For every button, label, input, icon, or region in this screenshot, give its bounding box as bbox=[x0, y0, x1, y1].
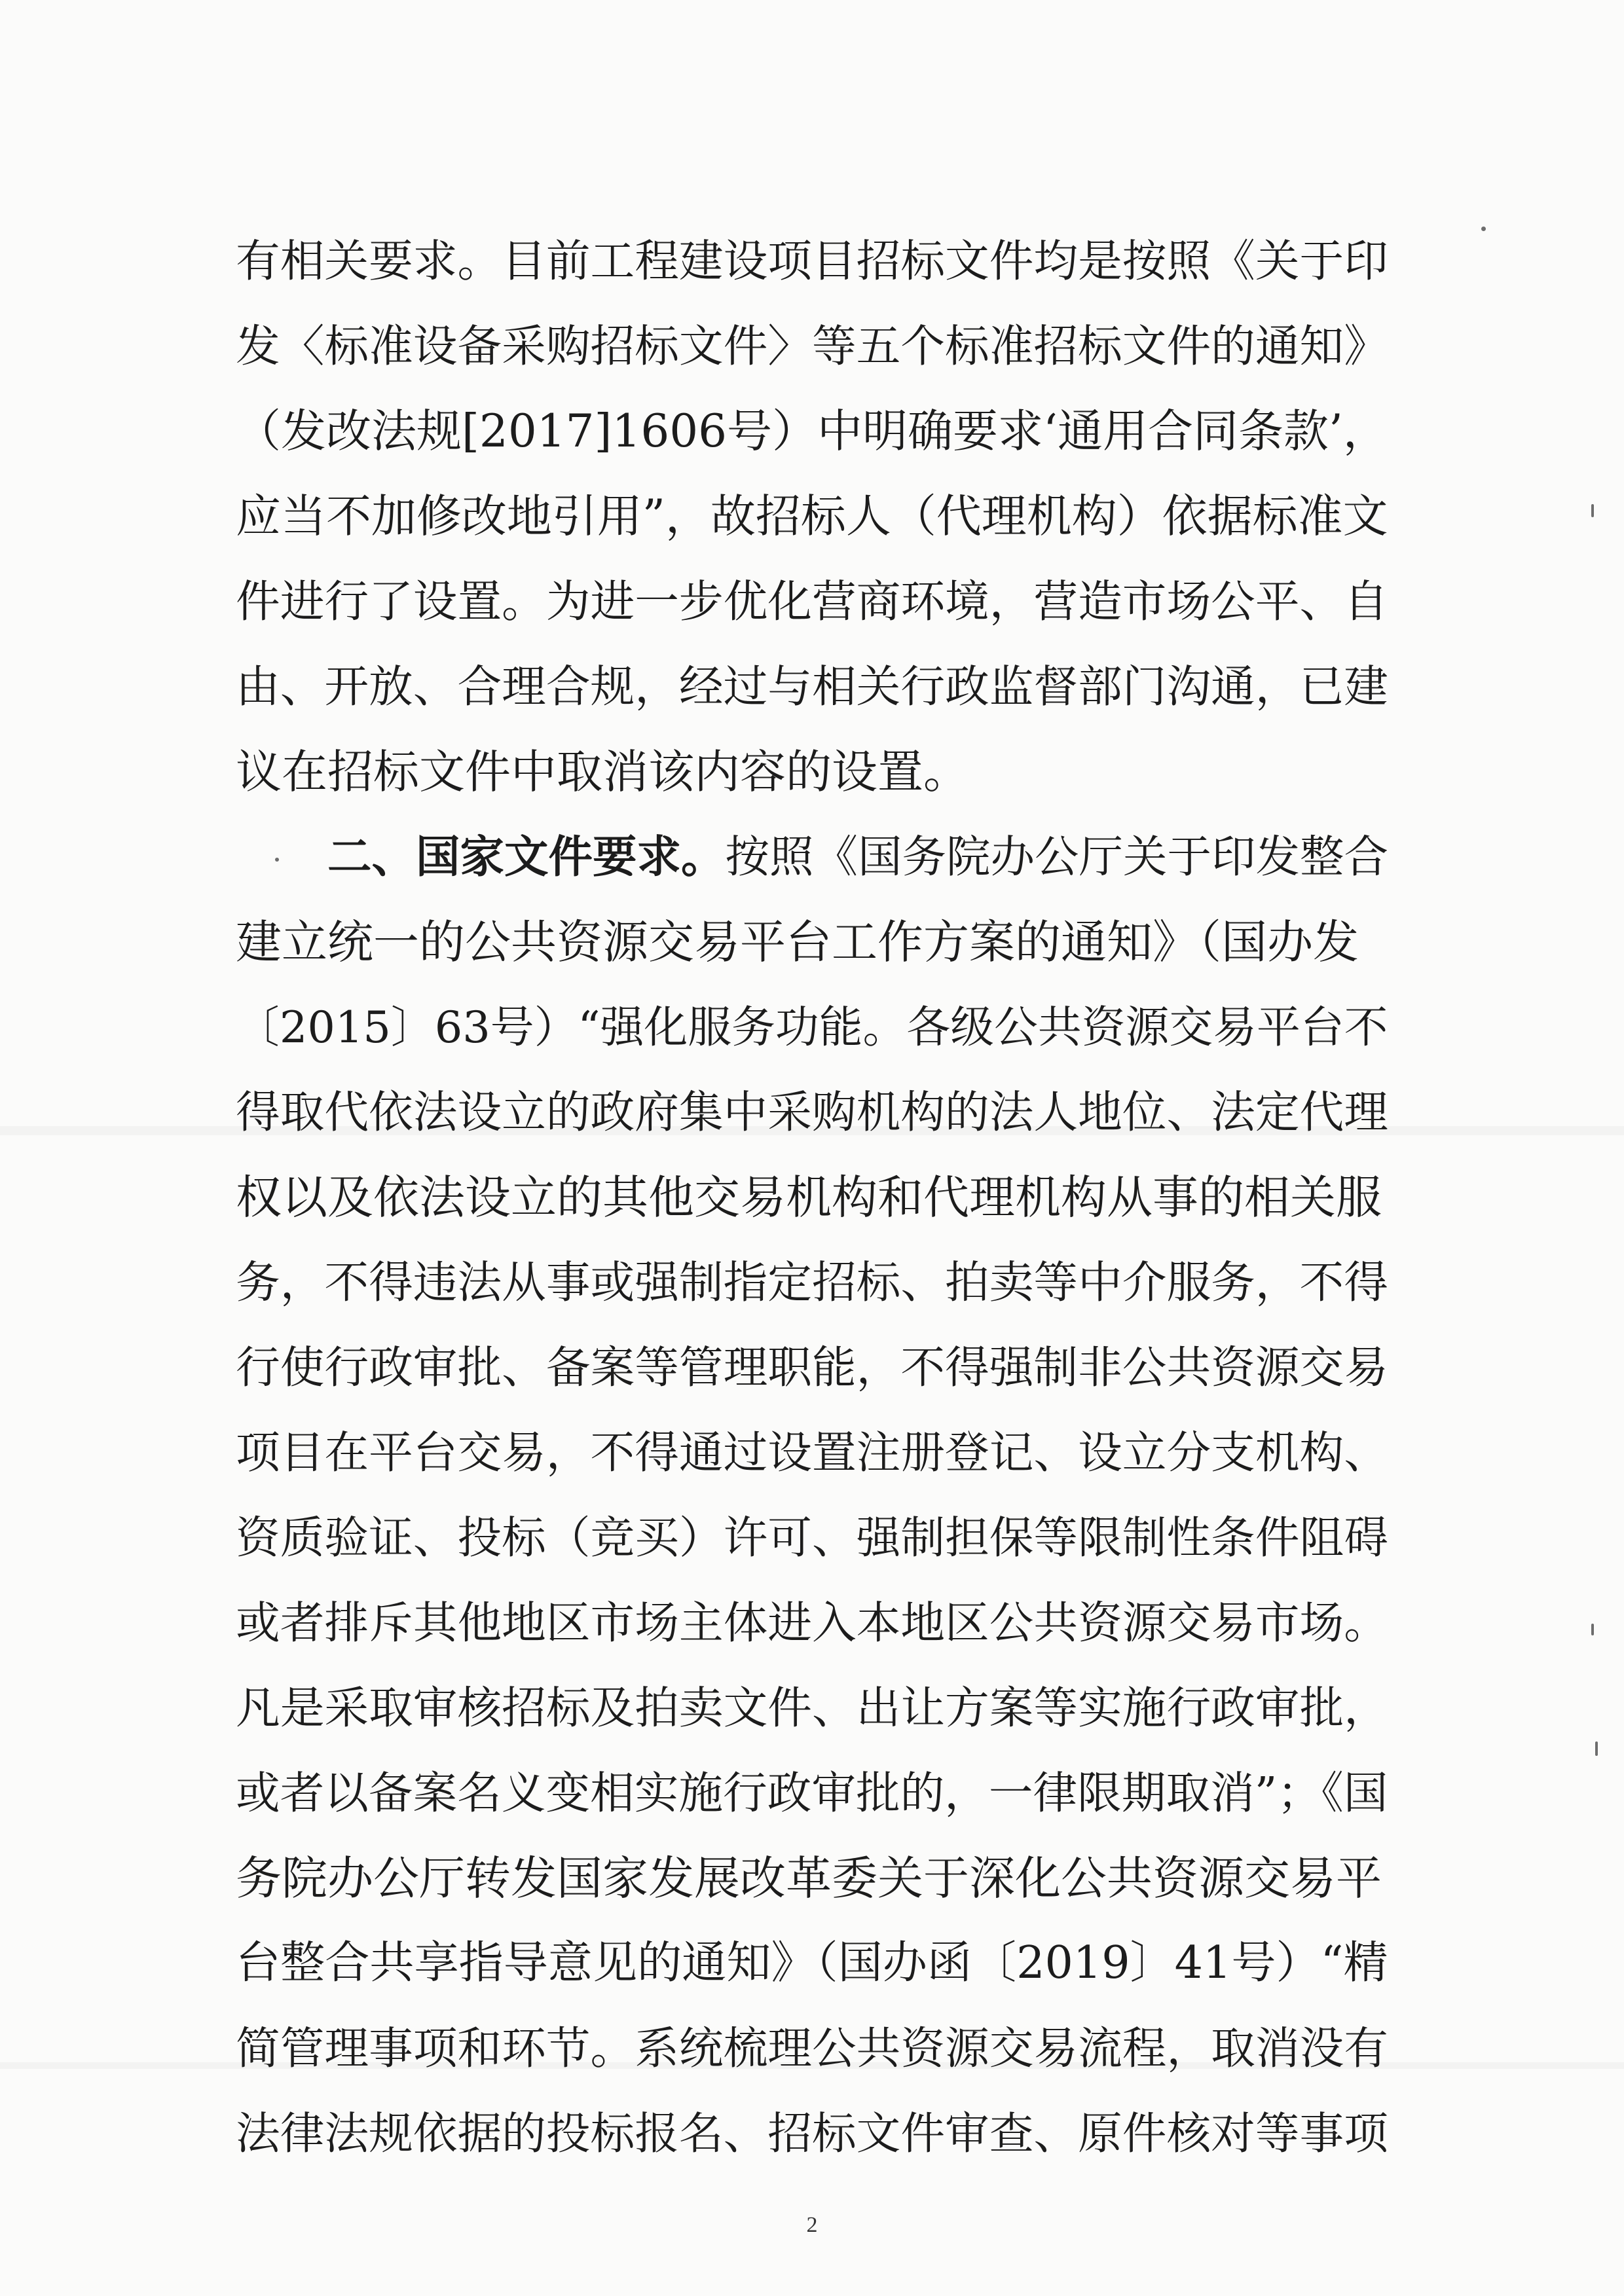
paragraph-line: 务，不得违法从事或强制指定招标、拍卖等中介服务，不得 bbox=[236, 1256, 1388, 1308]
paragraph-line: 台整合共享指导意见的通知》（国办函〔2019〕41号）“精 bbox=[236, 1937, 1388, 1989]
paragraph-line: 或者排斥其他地区市场主体进入本地区公共资源交易市场。 bbox=[236, 1597, 1388, 1649]
paragraph-line: 凡是采取审核招标及拍卖文件、出让方案等实施行政审批， bbox=[236, 1682, 1388, 1734]
paragraph-line: 权以及依法设立的其他交易机构和代理机构从事的相关服 bbox=[236, 1171, 1382, 1224]
paragraph-line: 〔2015〕63号）“强化服务功能。各级公共资源交易平台不 bbox=[236, 1002, 1388, 1053]
paragraph-line: 有相关要求。目前工程建设项目招标文件均是按照《关于印 bbox=[236, 235, 1388, 287]
paragraph-line: 议在招标文件中取消该内容的设置。 bbox=[236, 745, 969, 799]
paragraph-line: 或者以备案名义变相实施行政审批的，一律限期取消”；《国 bbox=[236, 1767, 1388, 1819]
paragraph-line: 简管理事项和环节。系统梳理公共资源交易流程，取消没有 bbox=[236, 2022, 1388, 2074]
paragraph-line: 法律法规依据的投标报名、招标文件审查、原件核对等事项 bbox=[236, 2107, 1388, 2159]
paragraph-line: 得取代依法设立的政府集中采购机构的法人地位、法定代理 bbox=[236, 1086, 1388, 1138]
section-2-first-line-text: 按照《国务院办公厅关于印发整合 bbox=[725, 831, 1389, 883]
paragraph-line: 建立统一的公共资源交易平台工作方案的通知》（国办发 bbox=[236, 915, 1359, 969]
paragraph-line: 发〈标准设备采购招标文件〉等五个标准招标文件的通知》 bbox=[236, 320, 1388, 372]
scan-speck bbox=[1481, 227, 1486, 231]
paragraph-line: 项目在平台交易，不得通过设置注册登记、设立分支机构、 bbox=[236, 1427, 1388, 1478]
page-number: 2 bbox=[806, 2213, 818, 2237]
paragraph-line: （发改法规[2017]1606号）中明确要求‘通用合同条款’， bbox=[236, 405, 1388, 458]
paragraph-line: 应当不加修改地引用”，故招标人（代理机构）依据标准文 bbox=[236, 490, 1388, 543]
section-2-heading: 二、国家文件要求。 bbox=[327, 831, 726, 883]
paragraph-line: 务院办公厅转发国家发展改革委关于深化公共资源交易平 bbox=[236, 1851, 1382, 1905]
scan-speck bbox=[1591, 1624, 1594, 1635]
scan-speck bbox=[275, 858, 279, 862]
paragraph-line: 件进行了设置。为进一步优化营商环境，营造市场公平、自 bbox=[236, 575, 1388, 627]
scan-speck bbox=[1595, 1741, 1598, 1756]
paragraph-line: 由、开放、合理合规，经过与相关行政监督部门沟通，已建 bbox=[236, 661, 1388, 712]
paragraph-line: 行使行政审批、备案等管理职能，不得强制非公共资源交易 bbox=[236, 1341, 1388, 1393]
paragraph-line: 资质验证、投标（竞买）许可、强制担保等限制性条件阻碍 bbox=[236, 1512, 1388, 1563]
scan-speck bbox=[1591, 504, 1594, 517]
section-2-first-line bbox=[327, 814, 1388, 900]
